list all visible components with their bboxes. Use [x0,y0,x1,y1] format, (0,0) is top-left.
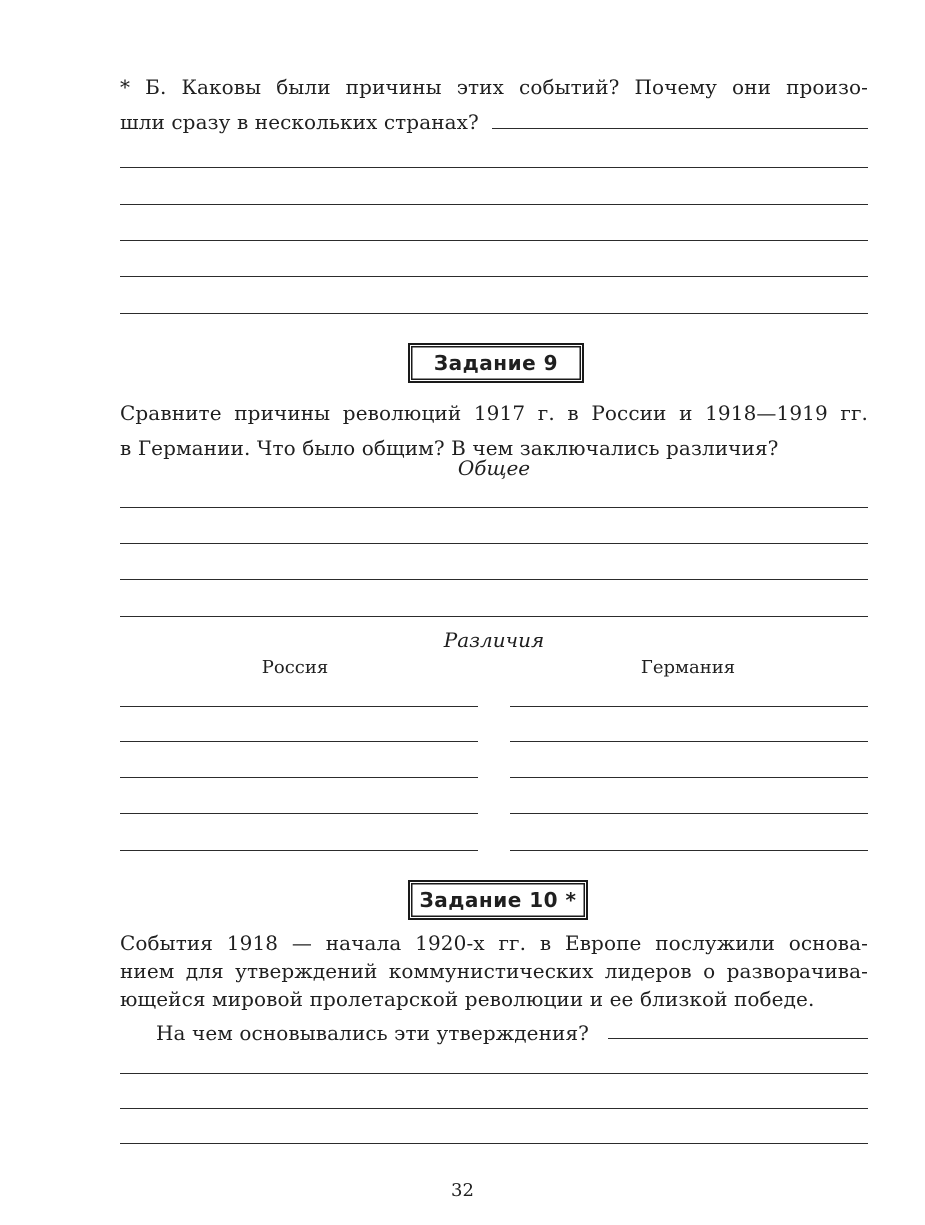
answer-line[interactable] [120,579,868,580]
task9-title-box [408,343,584,383]
task8b-question-line1: * Б. Каковы были причины этих событий? Почему они произо- [120,75,868,99]
column-russia-label: Россия [261,657,329,678]
common-label: Общее [457,456,531,480]
answer-line[interactable] [120,616,868,617]
task10-title: Задание 10 * [419,888,577,912]
task10-title-box [408,880,588,920]
answer-line[interactable] [120,1143,868,1144]
task10-text-line3: ющейся мировой пролетарской революции и ее близкой победе. [120,987,815,1011]
answer-line-germany[interactable] [510,777,868,778]
answer-line[interactable] [608,1038,868,1039]
answer-line[interactable] [120,240,868,241]
task8b-question-line2-text: шли сразу в нескольких странах? [120,110,479,134]
answer-line-russia[interactable] [120,777,478,778]
answer-line[interactable] [120,1108,868,1109]
answer-line[interactable] [120,204,868,205]
task9-title: Задание 9 [433,351,559,375]
answer-line[interactable] [120,313,868,314]
answer-line-germany[interactable] [510,741,868,742]
answer-line-russia[interactable] [120,813,478,814]
answer-line[interactable] [120,1073,868,1074]
answer-line[interactable] [120,543,868,544]
task9-question-line1: Сравните причины революций 1917 г. в России и 1918—1919 гг. [120,401,868,425]
answer-line[interactable] [120,507,868,508]
task8b-question-line2 [120,105,868,140]
differences-label: Различия [443,628,545,652]
answer-line-germany[interactable] [510,813,868,814]
answer-line-russia[interactable] [120,706,478,707]
page-number: 32 [451,1180,474,1201]
task10-question: На чем основывались эти утверждения? [156,1021,589,1045]
answer-line[interactable] [120,276,868,277]
answer-line-germany[interactable] [510,706,868,707]
answer-line-russia[interactable] [120,850,478,851]
task10-text-line1: События 1918 — начала 1920-х гг. в Европе послужили основа- [120,931,868,955]
answer-line[interactable] [492,128,868,129]
answer-line-russia[interactable] [120,741,478,742]
column-germany-label: Германия [640,657,736,678]
answer-line-germany[interactable] [510,850,868,851]
task9-question-line2: в Германии. Что было общим? В чем заключались различия? [120,436,779,460]
answer-line[interactable] [120,167,868,168]
task10-text-line2: нием для утверждений коммунистических лидеров о разворачива- [120,959,868,983]
